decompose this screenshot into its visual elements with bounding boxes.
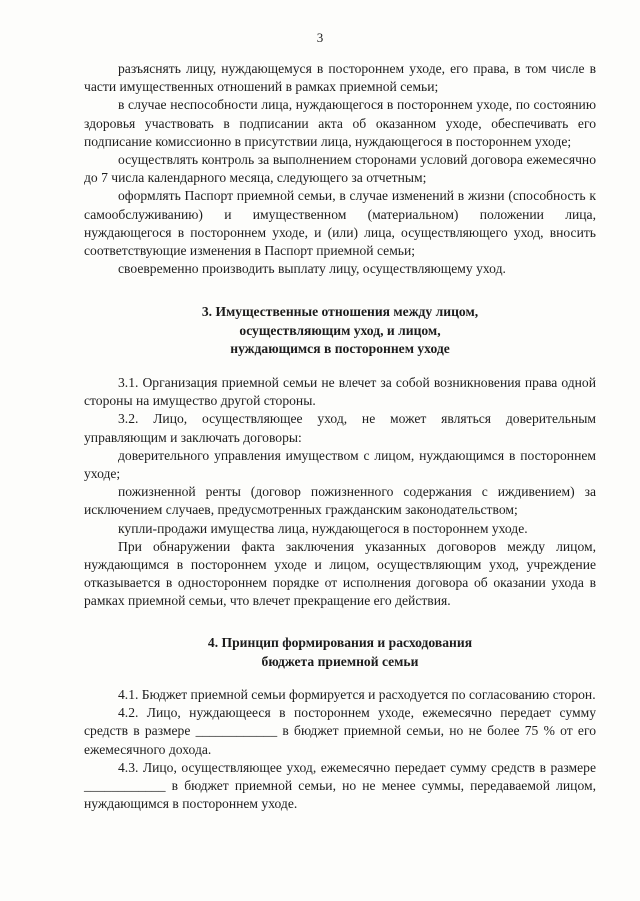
paragraph: своевременно производить выплату лицу, осуществляющему уход. [118, 261, 506, 277]
paragraph: доверительного управления имуществом с лицом, нуждающимся в постороннем уходе; [84, 447, 596, 482]
paragraph: 3.1. Организация приемной семьи не влечет за собой возникновения права одной стороны на имущество другой стороны. [84, 375, 596, 409]
section-title-line: 4. Принцип формирования и расходования [207, 635, 473, 650]
section-2-tail [84, 60, 596, 278]
paragraph: пожизненной ренты (договор пожизненного содержания с иждивением) за исключением случаев, предусмотренных гражданским законодательством; [84, 484, 596, 518]
section-title-line: бюджета приемной семьи [261, 653, 419, 669]
paragraph: 4.2. Лицо, нуждающееся в постороннем уходе, ежемесячно передает сумму средств в размере ____________ в бюджет приемной семьи, но не более 75 % от его ежемесячного дохода. [84, 705, 596, 757]
section-4-body [84, 686, 596, 813]
paragraph: При обнаружении факта заключения указанных договоров между лицом, нуждающимся в постороннем уходе и лицом, осуществляющим уход, учреждение отказывается в одностороннем порядке от исполнения договора об оказании ухода в рамках приемной семьи, что влечет прекращение его действия. [84, 538, 596, 609]
paragraph: оформлять Паспорт приемной семьи, в случае изменений в жизни (способность к самообслуживанию) и имущественном (материальном) положении лица, нуждающегося в постороннем уходе, и (или) лица, осуществляющего уход, вносить соответствующие изменения в Паспорт приемной семьи; [84, 188, 596, 259]
paragraph: разъяснять лицу, нуждающемуся в постороннем уходе, его права, в том числе в части имущественных отношений в рамках приемной семьи; [84, 61, 596, 95]
section-title-line: нуждающимся в постороннем уходе [230, 341, 450, 357]
section-3-body [84, 374, 596, 611]
paragraph: 4.3. Лицо, осуществляющее уход, ежемесячно передает сумму средств в размере ____________ в бюджет приемной семьи, но не менее суммы, передаваемой лицом, нуждающимся в постороннем уходе. [84, 759, 596, 812]
paragraph: 3.2. Лицо, осуществляющее уход, не может являться доверительным управляющим и заключать договоры: [84, 411, 596, 445]
section-title-line: осуществляющим уход, и лицом, [239, 322, 441, 338]
paragraph: осуществлять контроль за выполнением сторонами условий договора ежемесячно до 7 числа календарного месяца, следующего за отчетным; [84, 152, 596, 186]
paragraph: купли-продажи имущества лица, нуждающегося в постороннем уходе. [118, 520, 528, 536]
page-number: 3 [316, 30, 324, 45]
section-title-line: 3. Имущественные отношения между лицом, [201, 304, 479, 319]
paragraph: в случае неспособности лица, нуждающегося в постороннем уходе, по состоянию здоровья участвовать в подписании акта об оказанном уходе, обеспечивать его подписание комиссионно в присутствии лица, нуждающегося в постороннем уходе; [84, 97, 596, 149]
section-3-title [84, 303, 596, 359]
paragraph: 4.1. Бюджет приемной семьи формируется и расходуется по согласованию сторон. [118, 687, 596, 702]
section-4-title [84, 634, 596, 671]
